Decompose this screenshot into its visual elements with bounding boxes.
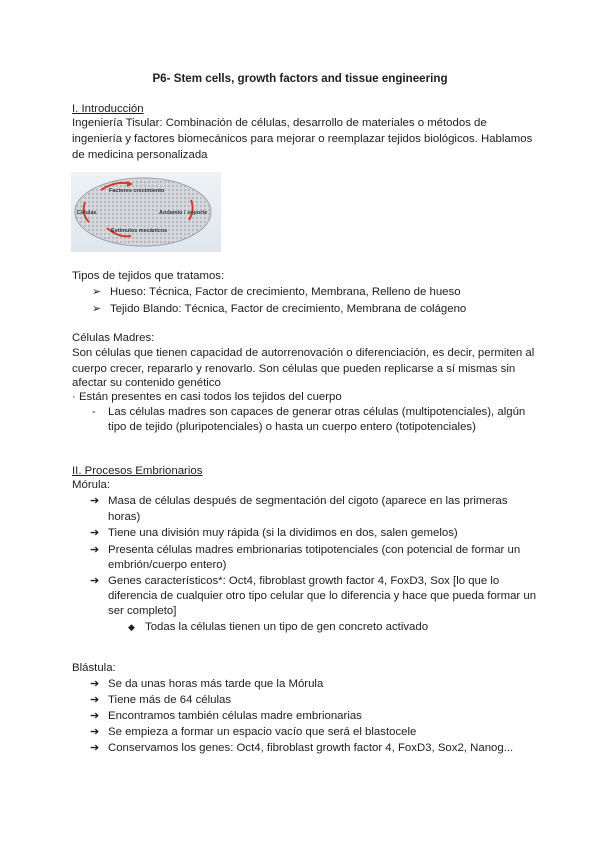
arrow-bullet-icon: ➔ <box>90 527 100 539</box>
figure-label-bottom: Estímulos mecánicos <box>111 228 168 234</box>
tipos-heading: Tipos de tejidos que tratamos: <box>72 270 225 282</box>
arrow-bullet-icon: ➔ <box>90 694 100 706</box>
list-item: Tiene más de 64 células <box>108 694 232 706</box>
list-item-continuation: diferencia de cualquier otro tipo celular que lo diferencia y hace que pueda formar un <box>108 590 537 602</box>
paragraph-line: afectar su contenido genético <box>72 377 221 389</box>
morula-heading: Mórula: <box>72 479 110 491</box>
arrow-bullet-icon: ➔ <box>90 495 100 507</box>
list-item: Masa de células después de segmentación del cigoto (aparece en las primeras <box>108 495 508 507</box>
page-title: P6- Stem cells, growth factors and tissue engineering <box>152 72 448 85</box>
list-item: Tejido Blando: Técnica, Factor de crecimiento, Membrana de colágeno <box>110 303 467 315</box>
scaffold-diagram <box>71 172 221 252</box>
paragraph-line: Ingeniería Tisular: Combinación de células, desarrollo de materiales o métodos de <box>72 117 487 129</box>
list-item: Genes característicos*: Oct4, fibroblast growth factor 4, FoxD3, Sox [lo que lo <box>108 575 500 587</box>
list-item-continuation: tipo de tejido (pluripotenciales) o hasta un cuerpo entero (totipotenciales) <box>108 421 476 433</box>
paragraph-line: de medicina personalizada <box>72 149 208 161</box>
diamond-bullet-icon: ◆ <box>128 622 135 632</box>
arrowhead-bullet-icon: ➢ <box>92 286 102 298</box>
arrow-bullet-icon: ➔ <box>90 678 100 690</box>
arrow-bullet-icon: ➔ <box>90 575 100 587</box>
paragraph-line: ingeniería y factores biomecánicos para mejorar o reemplazar tejidos biológicos. Hablamos <box>72 133 533 145</box>
list-item-continuation: ser completo] <box>108 605 177 617</box>
arrowhead-bullet-icon: ➢ <box>92 303 102 315</box>
list-item: Conservamos los genes: Oct4, fibroblast growth factor 4, FoxD3, Sox2, Nanog... <box>108 742 514 754</box>
sub-list-item: Todas la células tienen un tipo de gen concreto activado <box>145 621 429 633</box>
list-item: Las células madres son capaces de generar otras células (multipotenciales), algún <box>108 406 526 418</box>
list-item: Se empieza a formar un espacio vacío que será el blastocele <box>108 726 417 738</box>
list-item: Presenta células madres embrionarias totipotenciales (con potencial de formar un <box>108 544 521 556</box>
figure-label-top: Factores crecimiento <box>109 188 165 194</box>
paragraph-line: Son células que tienen capacidad de autorrenovación o diferenciación, es decir, permiten al <box>72 347 535 359</box>
list-item-continuation: horas) <box>108 511 141 523</box>
section-heading-intro: I. Introducción <box>72 103 144 115</box>
blastula-heading: Blástula: <box>72 662 116 674</box>
list-item: Hueso: Técnica, Factor de crecimiento, Membrana, Relleno de hueso <box>110 286 461 298</box>
section-heading-procesos: II. Procesos Embrionarios <box>72 465 203 477</box>
paragraph-line: cuerpo crecer, repararlo y renovarlo. Son células que pueden replicarse a sí mismas sin <box>72 363 516 375</box>
list-item: Tiene una división muy rápida (si la dividimos en dos, salen gemelos) <box>108 527 458 539</box>
madres-heading: Células Madres: <box>72 332 155 344</box>
arrow-bullet-icon: ➔ <box>90 710 100 722</box>
tissue-engineering-figure <box>71 172 221 252</box>
list-item: Se da unas horas más tarde que la Mórula <box>108 678 324 690</box>
paragraph-line: · Están presentes en casi todos los tejidos del cuerpo <box>72 391 342 403</box>
arrow-bullet-icon: ➔ <box>90 726 100 738</box>
arrow-bullet-icon: ➔ <box>90 742 100 754</box>
arrow-bullet-icon: ➔ <box>90 544 100 556</box>
dash-bullet-icon: - <box>92 406 96 418</box>
figure-label-left: Células <box>77 210 97 216</box>
list-item: Encontramos también células madre embrionarias <box>108 710 362 722</box>
list-item-continuation: embrión/cuerpo entero) <box>108 559 227 571</box>
figure-label-right: Andamio / soporte <box>159 210 208 216</box>
